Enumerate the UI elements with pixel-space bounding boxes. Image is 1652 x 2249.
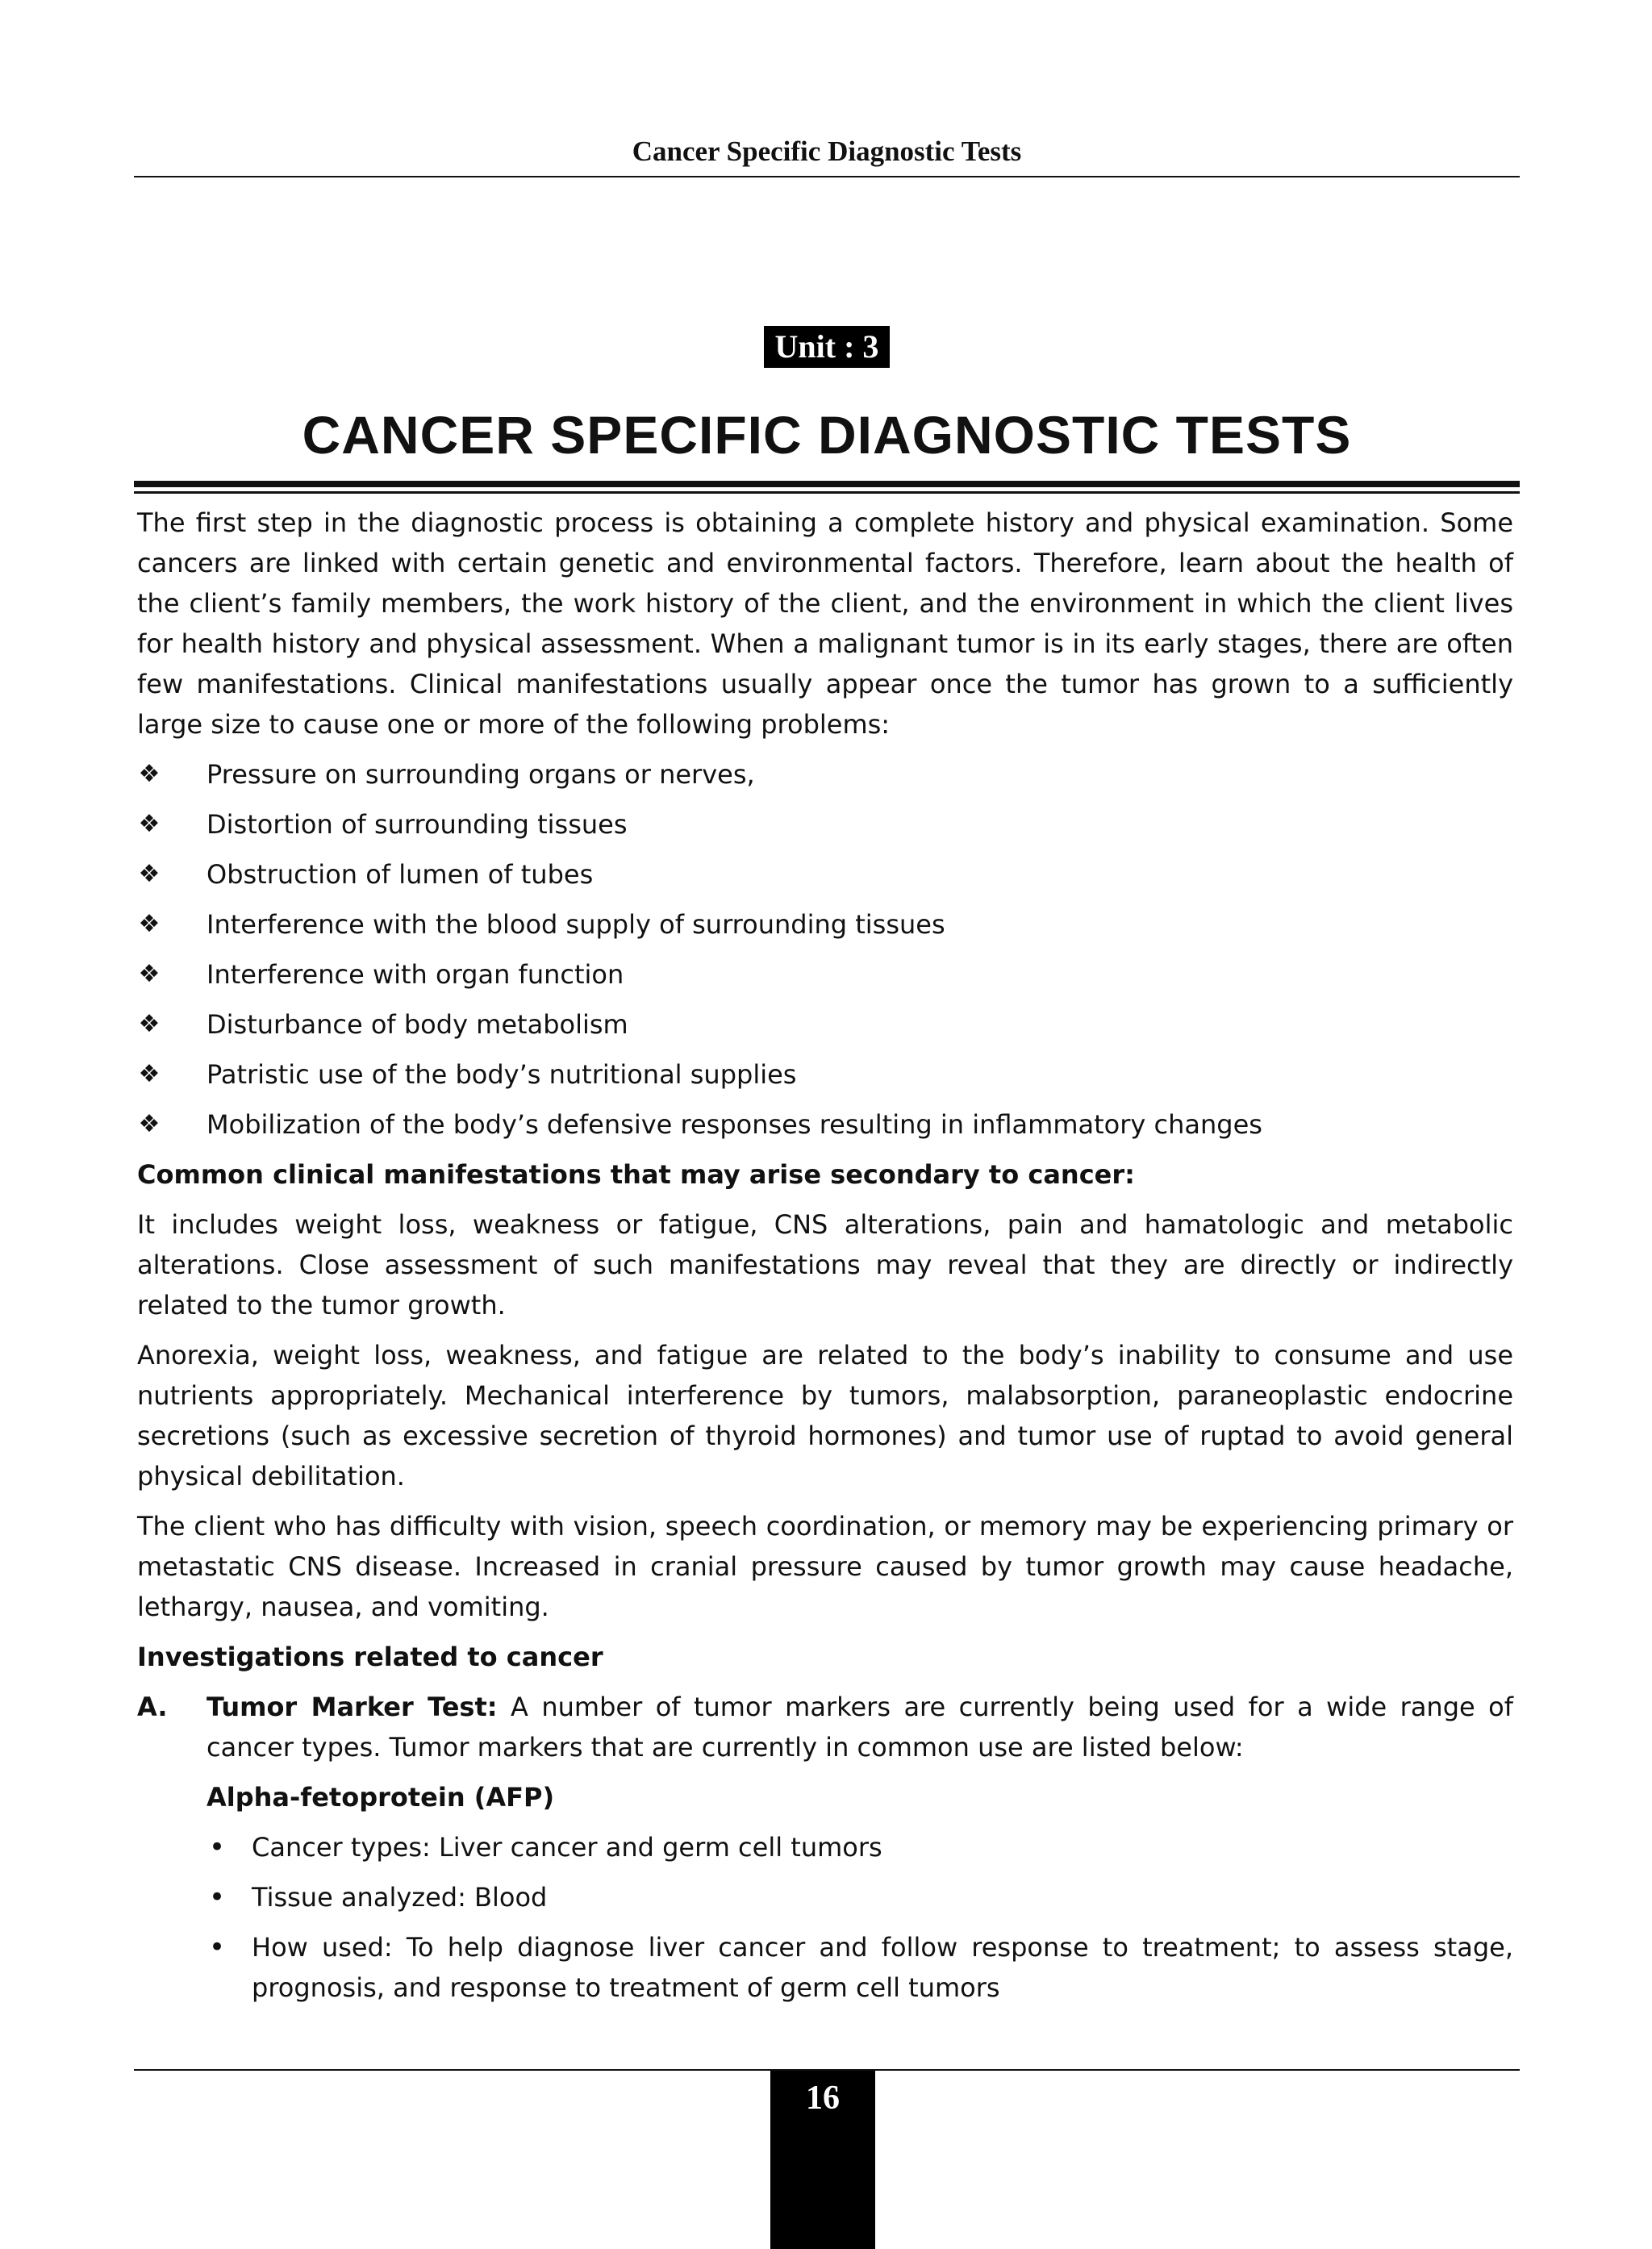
header-rule: [134, 176, 1520, 177]
list-item-text: Interference with the blood supply of surrounding tissues: [206, 909, 945, 940]
marker-title: Alpha-fetoprotein (AFP): [206, 1782, 555, 1813]
item-letter: A.: [137, 1692, 168, 1722]
diamond-bullet-icon: ❖: [138, 910, 161, 938]
list-item: [137, 1104, 1513, 1145]
intro-paragraph: The first step in the diagnostic process is obtaining a complete history and physical examination. Some cancers are linked with certain genetic and environmental factors. Therefore, learn about the health of the client’s family members, the work history of the client, and the environment in which the client lives for health history and physical assessment. When a malignant tumor is in its early stages, there are often few manifestations. Clinical manifestations usually appear once the tumor has grown to a sufficiently large size to cause one or more of the following problems:: [137, 507, 1513, 740]
diamond-bullet-icon: ❖: [138, 860, 161, 888]
manifestations-heading: Common clinical manifestations that may arise secondary to cancer:: [137, 1159, 1135, 1190]
page-content: [137, 503, 1513, 2017]
list-item: [137, 1827, 1513, 1867]
marker-details-list: [137, 1827, 1513, 2008]
running-header: Cancer Specific Diagnostic Tests: [632, 136, 1022, 167]
list-item-text: Tissue analyzed: Blood: [252, 1882, 548, 1913]
list-item: [137, 904, 1513, 945]
list-item: [137, 854, 1513, 895]
bullet-dot-icon: •: [208, 1831, 226, 1863]
bullet-dot-icon: •: [208, 1881, 226, 1913]
list-item: [137, 1004, 1513, 1045]
diamond-bullet-icon: ❖: [138, 1010, 161, 1038]
list-item: [137, 1927, 1513, 2008]
title-rule-thick: [134, 481, 1520, 487]
diamond-bullet-icon: ❖: [138, 1060, 161, 1088]
list-item: [137, 954, 1513, 995]
list-item-text: Pressure on surrounding organs or nerves,: [206, 759, 755, 790]
unit-title: CANCER SPECIFIC DIAGNOSTIC TESTS: [302, 405, 1352, 465]
list-item: [137, 1054, 1513, 1095]
list-item-text: Cancer types: Liver cancer and germ cell tumors: [252, 1832, 882, 1863]
list-item: [137, 804, 1513, 845]
item-text: A number of tumor markers are currently being used for a wide range of cancer types. Tumor markers that are currently in common use are listed below:: [206, 1692, 1514, 1763]
diamond-bullet-icon: ❖: [138, 810, 161, 838]
manifestations-paragraph: The client who has difficulty with vision, speech coordination, or memory may be experiencing primary or metastatic CNS disease. Increased in cranial pressure caused by tumor growth may cause headache, lethargy, nausea, and vomiting.: [137, 1511, 1513, 1622]
list-item-text: Patristic use of the body’s nutritional supplies: [206, 1059, 797, 1090]
problems-list: [137, 754, 1513, 1145]
list-item-text: Disturbance of body metabolism: [206, 1009, 628, 1040]
item-lead: Tumor Marker Test:: [206, 1692, 498, 1722]
tumor-marker-item: [137, 1687, 1513, 1767]
list-item: [137, 1877, 1513, 1917]
investigations-heading: Investigations related to cancer: [137, 1642, 603, 1672]
list-item-text: Interference with organ function: [206, 959, 624, 990]
list-item-text: How used: To help diagnose liver cancer and follow response to treatment; to assess stage, prognosis, and response to treatment of germ cell tumors: [252, 1932, 1513, 2003]
title-rule-thin: [134, 491, 1520, 494]
unit-badge: Unit : 3: [764, 326, 890, 368]
diamond-bullet-icon: ❖: [138, 1110, 161, 1138]
manifestations-paragraph: It includes weight loss, weakness or fatigue, CNS alterations, pain and hamatologic and metabolic alterations. Close assessment of such manifestations may reveal that they are directly or indirectly related to the tumor growth.: [137, 1209, 1513, 1321]
page-number: 16: [770, 2071, 875, 2249]
diamond-bullet-icon: ❖: [138, 960, 161, 988]
list-item-text: Mobilization of the body’s defensive responses resulting in inflammatory changes: [206, 1109, 1262, 1140]
diamond-bullet-icon: ❖: [138, 760, 161, 788]
bullet-dot-icon: •: [208, 1931, 226, 1963]
list-item-text: Distortion of surrounding tissues: [206, 809, 628, 840]
list-item-text: Obstruction of lumen of tubes: [206, 859, 594, 890]
list-item: [137, 754, 1513, 795]
manifestations-paragraph: Anorexia, weight loss, weakness, and fatigue are related to the body’s inability to consume and use nutrients appropriately. Mechanical interference by tumors, malabsorption, paraneoplastic endocrine secretions (such as excessive secretion of thyroid hormones) and tumor use of ruptad to avoid general physical debilitation.: [137, 1340, 1513, 1492]
